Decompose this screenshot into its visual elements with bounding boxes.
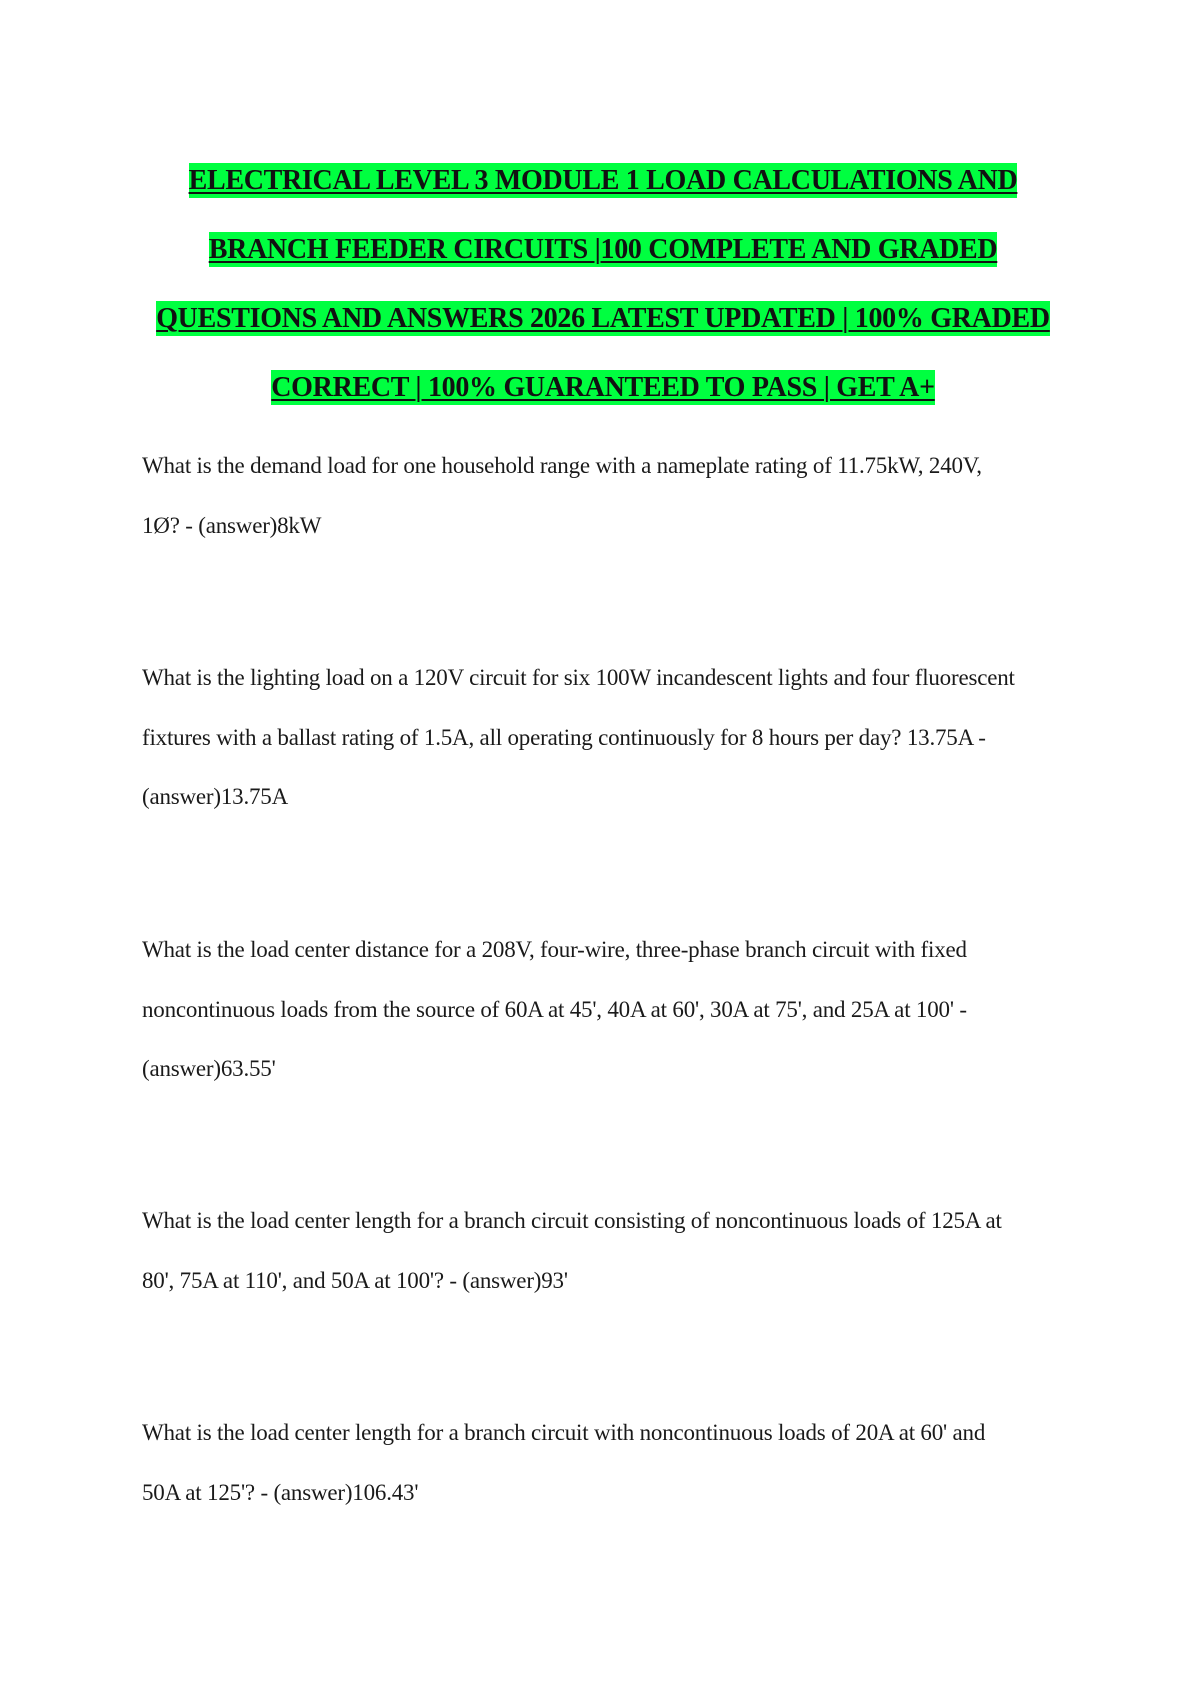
title-line: BRANCH FEEDER CIRCUITS |100 COMPLETE AND GRADED [208,234,998,265]
qa-line: fixtures with a ballast rating of 1.5A, all operating continuously for 8 hours per day? 13.75A - [142,724,986,750]
qa-line: What is the load center distance for a 208V, four-wire, three-phase branch circuit with fixed [142,937,967,962]
title-line: QUESTIONS AND ANSWERS 2026 LATEST UPDATED | 100% GRADED [156,303,1050,334]
qa-line: 1Ø? - (answer)8kW [142,512,322,538]
qa-line: noncontinuous loads from the source of 60A at 45', 40A at 60', 30A at 75', and 25A at 100' - [142,996,967,1022]
qa-line: 80', 75A at 110', and 50A at 100'? - (answer)93' [142,1267,568,1293]
question-answer-item [142,436,1072,555]
qa-line: (answer)13.75A [142,784,289,809]
qa-line: (answer)63.55' [142,1056,276,1081]
title-line: ELECTRICAL LEVEL 3 MODULE 1 LOAD CALCULATIONS AND [188,165,1018,196]
qa-line: 50A at 125'? - (answer)106.43' [142,1479,419,1505]
title-line: CORRECT | 100% GUARANTEED TO PASS | GET A+ [271,372,935,403]
question-answer-item [142,1403,1072,1522]
qa-line: What is the lighting load on a 120V circuit for six 100W incandescent lights and four fluorescent [142,665,1015,690]
question-answer-item [142,920,1072,1099]
document-title [120,146,1086,422]
qa-line: What is the demand load for one household range with a nameplate rating of 11.75kW, 240V, [142,453,982,478]
question-answer-item [142,1191,1072,1310]
question-answer-item [142,648,1072,827]
qa-line: What is the load center length for a branch circuit with noncontinuous loads of 20A at 60' and [142,1420,986,1445]
qa-line: What is the load center length for a branch circuit consisting of noncontinuous loads of 125A at [142,1208,1002,1233]
